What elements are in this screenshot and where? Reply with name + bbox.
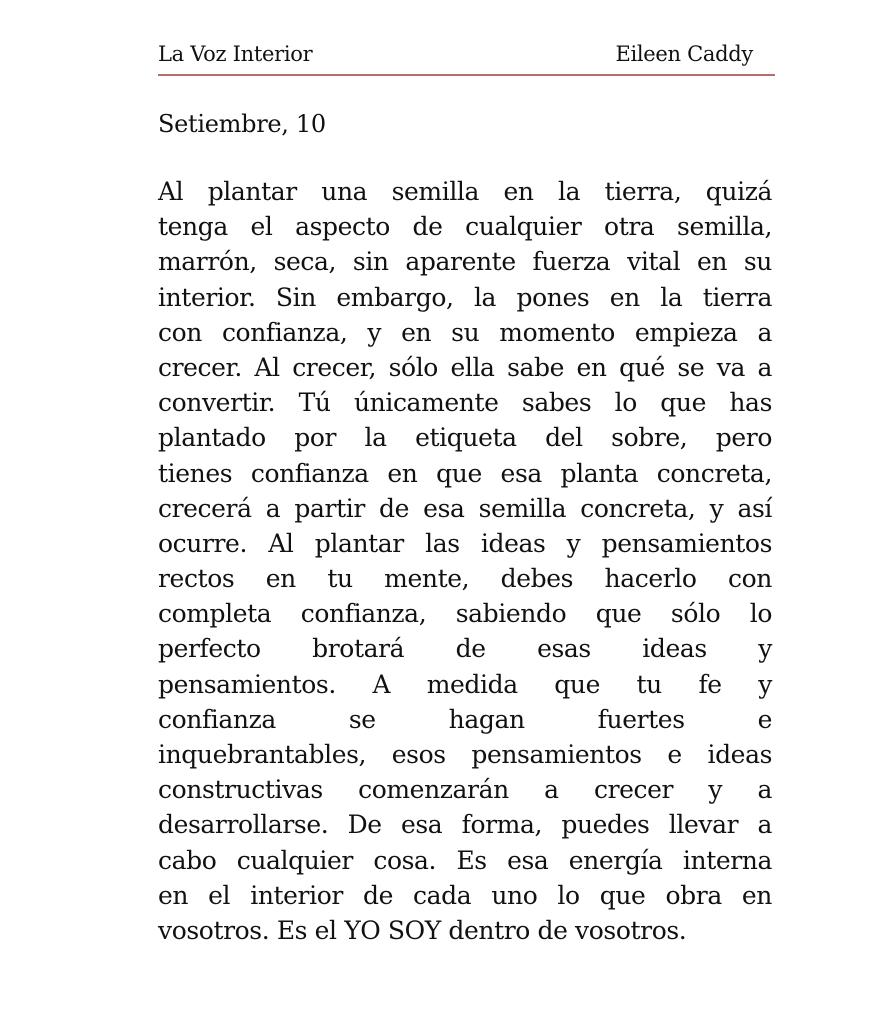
text-line-content: constructivas comenzarán a crecer y a: [158, 775, 772, 805]
text-line-content: tienes confianza en que esa planta concreta,: [158, 458, 772, 488]
text-line: [158, 385, 772, 420]
text-line-content: Al plantar una semilla en la tierra, quizá: [158, 177, 772, 206]
text-line: [158, 315, 772, 350]
text-line: [158, 807, 772, 842]
text-line: [158, 667, 772, 702]
text-line-content: crecerá a partir de esa semilla concreta, y así: [158, 493, 772, 523]
text-line: [158, 456, 772, 491]
entry-date: Setiembre, 10: [158, 110, 326, 138]
text-line: [158, 420, 772, 455]
text-line-content: rectos en tu mente, debes hacerlo con: [158, 564, 772, 594]
text-line-content: interior. Sin embargo, la pones en la tierra: [158, 282, 772, 312]
text-line: [158, 631, 772, 666]
text-line: [158, 280, 772, 315]
text-line: [158, 772, 772, 807]
text-line-content: con confianza, y en su momento empieza a: [158, 317, 772, 347]
text-line-content: marrón, seca, sin aparente fuerza vital en su: [158, 247, 772, 277]
text-line: [158, 737, 772, 772]
text-line-content: confianza se hagan fuertes e: [158, 704, 772, 734]
text-line: [158, 491, 772, 526]
text-line: [158, 702, 772, 737]
author-name: Eileen Caddy: [615, 42, 753, 66]
text-line-content: cabo cualquier cosa. Es esa energía interna: [158, 845, 772, 875]
text-line: [158, 209, 772, 244]
text-line-content: desarrollarse. De esa forma, puedes llevar a: [158, 810, 772, 840]
text-line-content: pensamientos. A medida que tu fe y: [158, 669, 772, 699]
book-title: La Voz Interior: [158, 42, 313, 66]
running-header: [158, 40, 775, 76]
text-line-content: inquebrantables, esos pensamientos e ideas: [158, 740, 772, 769]
text-line: [158, 561, 772, 596]
text-line-content: plantado por la etiqueta del sobre, pero: [158, 423, 772, 453]
text-line: [158, 913, 772, 948]
text-line-content: vosotros. Es el YO SOY dentro de vosotros.: [158, 915, 687, 945]
text-line-content: perfecto brotará de esas ideas y: [158, 634, 772, 664]
text-line-content: tenga el aspecto de cualquier otra semilla,: [158, 212, 772, 242]
text-line-content: en el interior de cada uno lo que obra en: [158, 880, 772, 910]
entry-body: [158, 174, 772, 948]
text-line-content: crecer. Al crecer, sólo ella sabe en qué se va a: [158, 352, 772, 382]
text-line-content: completa confianza, sabiendo que sólo lo: [158, 599, 772, 629]
text-line: [158, 350, 772, 385]
text-line-content: ocurre. Al plantar las ideas y pensamientos: [158, 528, 772, 558]
text-line: [158, 174, 772, 209]
text-line-content: convertir. Tú únicamente sabes lo que has: [158, 388, 772, 418]
text-line: [158, 244, 772, 279]
text-line: [158, 526, 772, 561]
text-line: [158, 596, 772, 631]
text-line: [158, 878, 772, 913]
text-line: [158, 843, 772, 878]
